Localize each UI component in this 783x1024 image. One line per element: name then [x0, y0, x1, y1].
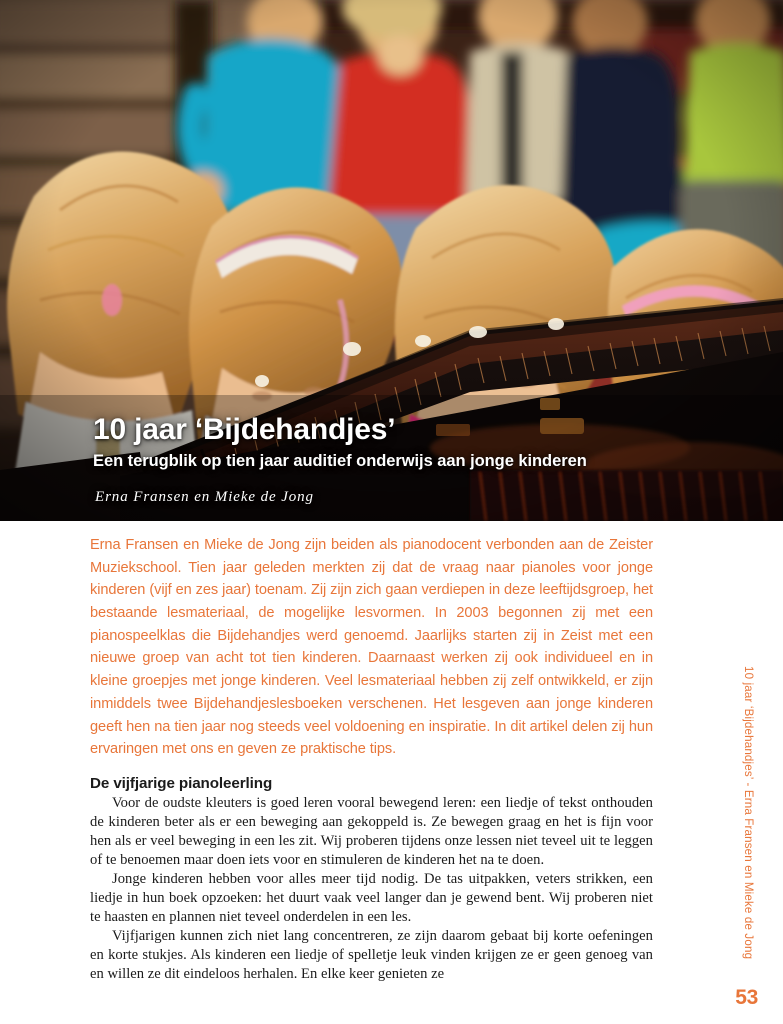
body-paragraph: Vijfjarigen kunnen zich niet lang concentreren, ze zijn daarom gebaat bij korte oefeningen en korte stukjes. Als kinderen een liedje of spelletje leuk vinden krijgen ze er geen genoeg van en willen ze dit eindeloos herhalen. En elke keer genieten ze	[90, 928, 653, 983]
body-paragraph: Voor de oudste kleuters is goed leren vooral bewegend leren: een liedje of tekst onthouden de kinderen beter als er een beweging aan gekoppeld is. Ze bewegen graag en het is fijn voor hen als er veel beweging in een les zit. Wij proberen tijdens onze lessen niet teveel uit te leggen of te benoemen maar doen iets voor en stimuleren de kinderen het na te doen.	[90, 794, 653, 868]
page-number: 53	[735, 986, 758, 1009]
page-title: 10 jaar ‘Bijdehandjes’	[93, 413, 396, 446]
body-paragraph: Jonge kinderen hebben voor alles meer tijd nodig. De tas uitpakken, veters strikken, een liedje in hun boek opzoeken: het duurt vaak veel langer dan je gewend bent. Wij proberen niet te haasten en plannen niet teveel onderdelen in een les.	[90, 871, 653, 926]
running-head: 10 jaar ‘Bijdehandjes’ - Erna Fransen en Mieke de Jong	[742, 666, 755, 960]
lead-paragraph: Erna Fransen en Mieke de Jong zijn beiden als pianodocent verbonden aan de Zeister Muziekschool. Tien jaar geleden merkten zij dat de vraag naar pianoles voor jonge kinderen (vijf en zes jaar) toenam. Zij zijn zich gaan verdiepen in deze leeftijdsgroep, het bestaande lesmateriaal, de mogelijke lesvormen. In 2003 begonnen zij met een pianospeelklas die Bijdehandjes werd genoemd. Jaarlijks starten zij in Zeist met een nieuwe groep van acht tot tien kinderen. Daarnaast werken zij ook individueel en in kleine groepjes met jonge kinderen. Veel lesmateriaal hebben zij zelf ontwikkeld, er zijn inmiddels twee Bijdehandjeslesboeken verschenen. Het lesgeven aan jonge kinderen geeft hen na tien jaar nog steeds veel voldoening en inspiratie. In dit artikel delen zij hun ervaringen met ons en geven ze praktische tips.	[90, 537, 653, 758]
title-block	[93, 414, 713, 506]
page-subtitle: Een terugblik op tien jaar auditief onderwijs aan jonge kinderen	[93, 451, 587, 470]
byline: Erna Fransen en Mieke de Jong	[95, 489, 314, 506]
section-heading: De vijfjarige pianoleerling	[90, 774, 273, 792]
article-content	[90, 534, 653, 984]
